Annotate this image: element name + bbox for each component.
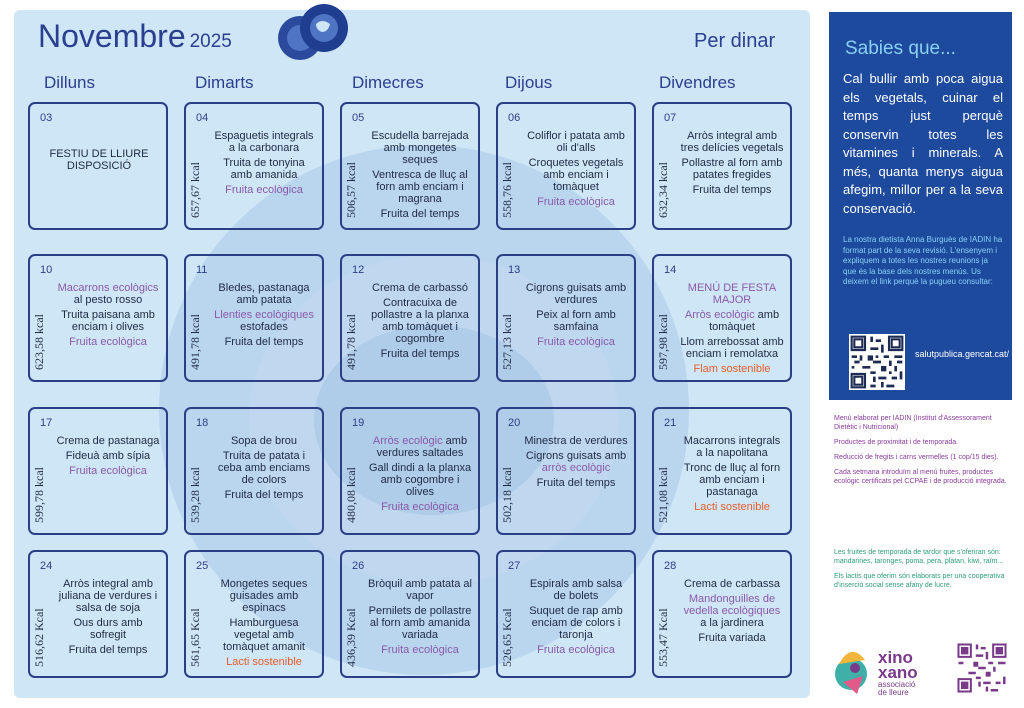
calories-label: 480,08 kcal: [344, 467, 358, 523]
dish-name: MENÚ DE FESTA MAJOR: [687, 282, 777, 306]
dish-name: Fruita ecològica: [69, 465, 147, 477]
menu-item: [56, 617, 160, 641]
dish-name: Fruita del temps: [224, 489, 304, 501]
dish-name: Fruita ecològica: [381, 644, 459, 656]
day-cell: [652, 407, 792, 535]
menu-items: [56, 282, 160, 351]
menu-item: [524, 477, 628, 489]
day-cell: [184, 254, 324, 382]
day-cell: [340, 254, 480, 382]
menu-item: [680, 462, 784, 498]
day-cell: [496, 254, 636, 382]
calories-label: 502,18 kcal: [500, 467, 514, 523]
menu-item: [368, 297, 472, 345]
dish-name: Fruita ecològica: [381, 501, 459, 513]
menu-item: [524, 435, 628, 447]
calories-label: 597,98 kcal: [656, 314, 670, 370]
qr-code-icon[interactable]: [956, 642, 1008, 694]
sidebar-link[interactable]: salutpublica.gencat.cat/: [915, 349, 1010, 359]
dish-name: Fruita ecològica: [537, 196, 615, 208]
dish-name: Suquet de rap amb enciam de colors i taronja: [529, 605, 623, 641]
day-thursday: Dijous: [505, 73, 553, 92]
day-number: 20: [508, 417, 521, 429]
day-number: 03: [40, 112, 53, 124]
menu-item: [368, 208, 472, 220]
dish-name: Sopa de brou: [230, 435, 298, 447]
dish-name: Macarrons integrals a la napolitana: [683, 435, 781, 459]
day-cell: [28, 407, 168, 535]
calories-label: 553,47 Kcal: [656, 608, 670, 668]
menu-item: [524, 578, 628, 602]
day-number: 18: [196, 417, 209, 429]
dish-name: Crema de carbassa: [684, 578, 780, 590]
day-cell: [496, 550, 636, 678]
menu-item: [680, 363, 784, 375]
day-monday: Dilluns: [44, 73, 96, 92]
menu-item: [524, 309, 628, 333]
note-line: Menú elaborat per IADIN (Institut d'Assessorament Dietètic i Nutricional): [834, 415, 992, 431]
menu-items: [680, 578, 784, 647]
menu-item: [368, 435, 472, 459]
day-number: 28: [664, 560, 677, 572]
menu-item: [212, 435, 316, 447]
day-cell: [340, 407, 480, 535]
menu-item: [212, 336, 316, 348]
menu-notes-green: [834, 548, 1016, 596]
calories-label: 561,65 Kcal: [188, 608, 202, 668]
day-number: 26: [352, 560, 365, 572]
day-number: 24: [40, 560, 53, 572]
day-number: 06: [508, 112, 521, 124]
dish-name: Fruita ecològica: [537, 336, 615, 348]
dish-name: Tronc de lluç al forn amb enciam i pastanaga: [683, 462, 781, 498]
dish-name: Llom arrebossat amb enciam i remolatxa: [680, 336, 784, 360]
dish-name: Contracuixa de pollastre a la planxa amb tomàquet i cogombre: [371, 297, 469, 345]
menu-items: [212, 435, 316, 504]
menu-item: [368, 462, 472, 498]
dish-name: Fruita ecològica: [225, 184, 303, 196]
dish-detail: amb tomàquet: [709, 309, 780, 333]
day-number: 05: [352, 112, 365, 124]
dish-detail: amb verdures saltades: [376, 435, 468, 459]
menu-item: [524, 605, 628, 641]
menu-items: [56, 435, 160, 480]
day-cell: [184, 102, 324, 230]
plates-icon: [272, 2, 352, 64]
day-cell: [496, 102, 636, 230]
menu-item: [368, 348, 472, 360]
day-number: 11: [196, 264, 208, 276]
day-wednesday: Dimecres: [352, 73, 424, 92]
dish-name: Ventresca de lluç al forn amb enciam i magrana: [372, 169, 468, 205]
menu-item: [368, 130, 472, 166]
day-cell: [184, 407, 324, 535]
menu-items: [212, 130, 316, 199]
menu-item: [524, 644, 628, 656]
dish-name: Fruita del temps: [692, 184, 772, 196]
calories-label: 516,62 Kcal: [32, 608, 46, 668]
day-cell: [652, 102, 792, 230]
dish-name: Fruita del temps: [536, 477, 616, 489]
menu-items: [524, 435, 628, 492]
calories-label: 558,76 kcal: [500, 162, 514, 218]
menu-item: [212, 184, 316, 196]
menu-item: [56, 465, 160, 477]
menu-item: [524, 196, 628, 208]
menu-item: [56, 578, 160, 614]
calories-label: 623,58 kcal: [32, 314, 46, 370]
day-number: 12: [352, 264, 365, 276]
menu-item: [212, 656, 316, 668]
day-number: 19: [352, 417, 365, 429]
note-line: Les fruites de temporada de tardor que s'oferiran són: mandarines, taronges, poma, pera, plàtan, kiwi, raïm...: [834, 549, 1004, 565]
dish-name: Lacti sostenible: [694, 501, 770, 513]
menu-item: [524, 450, 628, 474]
menu-item: [680, 593, 784, 629]
qr-code-icon[interactable]: [849, 334, 905, 390]
day-number: 27: [508, 560, 521, 572]
dish-name: Escudella barrejada amb mongetes seques: [371, 130, 469, 166]
dish-name: Fideuà amb sípia: [65, 450, 151, 462]
menu-item: [680, 309, 784, 333]
dish-name: Mandonguilles de vedella ecològiques: [683, 593, 781, 617]
dish-name: Bledes, pastanaga amb patata: [218, 282, 310, 306]
day-number: 07: [664, 112, 677, 124]
day-cell: [340, 550, 480, 678]
dish-name: Hamburguesa vegetal amb tomàquet amanit: [223, 617, 305, 653]
menu-item: [368, 282, 472, 294]
day-number: 17: [40, 417, 53, 429]
menu-item: [368, 644, 472, 656]
dish-name: Espirals amb salsa de bolets: [529, 578, 623, 602]
menu-item: [680, 435, 784, 459]
menu-item: [212, 157, 316, 181]
day-cell: [652, 550, 792, 678]
note-line: Els lactis que oferim són elaborats per una cooperativa d'inserció social sense afany de lucre.: [834, 573, 1005, 589]
menu-item: [212, 309, 316, 333]
calories-label: 506,57 kcal: [344, 162, 358, 218]
menu-items: [368, 282, 472, 363]
day-cell: [28, 550, 168, 678]
menu-item: [56, 282, 160, 306]
menu-item: [56, 309, 160, 333]
dish-name: Fruita del temps: [224, 336, 304, 348]
dish-name: Cigrons guisats amb verdures: [525, 282, 627, 306]
menu-items: [524, 578, 628, 659]
day-cell: [28, 254, 168, 382]
sidebar-tip: Cal bullir amb poca aigua els vegetals, cuinar el temps just perquè conservin totes les vitamines i minerals. A més, quanta menys aigua afegim, millor per a la seva conservació.: [843, 71, 1003, 216]
menu-item: [56, 336, 160, 348]
page-title: [38, 18, 232, 55]
menu-item: [524, 157, 628, 193]
menu-item: [680, 157, 784, 181]
day-number: 25: [196, 560, 209, 572]
dish-name: Llenties ecològiques: [214, 309, 314, 321]
dish-name: Croquetes vegetals amb enciam i tomàquet: [528, 157, 624, 193]
menu-item: [524, 130, 628, 154]
menu-items: [212, 282, 316, 351]
menu-item: [680, 282, 784, 306]
dish-detail: estofades: [240, 321, 288, 333]
dish-name: Lacti sostenible: [226, 656, 302, 668]
day-number: 14: [664, 264, 677, 276]
menu-item: [212, 450, 316, 486]
menu-item: [368, 605, 472, 641]
day-number: 21: [664, 417, 677, 429]
menu-item: [212, 578, 316, 614]
menu-item: [680, 578, 784, 590]
dish-name: Mongetes seques guisades amb espinacs: [220, 578, 308, 614]
dish-name: Fruita ecològica: [537, 644, 615, 656]
day-number: 13: [508, 264, 521, 276]
dish-name: Fruita variada: [698, 632, 766, 644]
calories-label: 526,65 Kcal: [500, 608, 514, 668]
logo-subtitle: associació de lleure: [878, 680, 916, 697]
info-sidebar: [829, 12, 1012, 400]
day-cell: [496, 407, 636, 535]
calories-label: 491,78 kcal: [188, 314, 202, 370]
sidebar-note: La nostra dietista Anna Burguès de IADIN ha format part de la seva revisió. L'ensenyem i expliquem a totes les nostres reunions ja que és la base dels nostres menús. Us deixem el link perquè la pugueu consultar:: [843, 235, 1003, 286]
menu-item: [680, 336, 784, 360]
dish-name: Arròs integral amb tres delícies vegetals: [680, 130, 784, 154]
calories-label: 599,78 kcal: [32, 467, 46, 523]
menu-items: [680, 130, 784, 199]
menu-item: [40, 148, 158, 172]
dish-name: Truita de tonyina amb amanida: [223, 157, 305, 181]
month-label: Novembre: [38, 18, 186, 54]
calories-label: 632,34 kcal: [656, 162, 670, 218]
dish-detail: al pesto rosso: [73, 294, 143, 306]
menu-item: [680, 632, 784, 644]
menu-items: [212, 578, 316, 671]
logo-wordmark: xino xano: [878, 648, 918, 682]
menu-item: [680, 130, 784, 154]
day-cell: [184, 550, 324, 678]
menu-items: [680, 282, 784, 378]
menu-item: [56, 644, 160, 656]
calories-label: 657,67 kcal: [188, 162, 202, 218]
menu-item: [368, 501, 472, 513]
menu-item: [524, 336, 628, 348]
dish-name: Coliflor i patata amb oli d'alls: [527, 130, 625, 154]
year-label: 2025: [189, 31, 232, 52]
calories-label: 436,39 Kcal: [344, 608, 358, 668]
menu-items: [680, 435, 784, 516]
dish-name: Espaguetis integrals a la carbonara: [214, 130, 314, 154]
dish-name: Crema de pastanaga: [56, 435, 160, 447]
menu-item: [524, 282, 628, 306]
dish-name: Flam sostenible: [693, 363, 771, 375]
day-friday: Divendres: [659, 73, 736, 92]
menu-item: [212, 130, 316, 154]
dish-name: Bròquil amb patata al vapor: [368, 578, 472, 602]
dish-name: Truita paisana amb enciam i olives: [61, 309, 155, 333]
menu-items: [40, 148, 158, 175]
day-cell: [340, 102, 480, 230]
note-line: Cada setmana introduïm al menú fruites, productes ecològic certificats pel CCPAE i de producció integrada.: [834, 469, 1007, 485]
menu-item: [680, 501, 784, 513]
menu-items: [524, 282, 628, 351]
meal-label: Per dinar: [694, 30, 776, 52]
dish-name: Peix al forn amb samfaina: [536, 309, 616, 333]
menu-item: [368, 578, 472, 602]
dish-name: Pollastre al forn amb patates fregides: [681, 157, 783, 181]
menu-items: [368, 435, 472, 516]
note-line: Reducció de fregits i carns vermelles (1 cop/15 dies).: [834, 454, 999, 461]
calories-label: 527,13 kcal: [500, 314, 514, 370]
dish-name: Arròs ecològic: [684, 309, 755, 321]
dish-name: Fruita ecològica: [69, 336, 147, 348]
day-tuesday: Dimarts: [195, 73, 254, 92]
dish-name: Crema de carbassó: [372, 282, 468, 294]
dish-name: Fruita del temps: [380, 348, 460, 360]
dish-name: Ous durs amb sofregit: [73, 617, 143, 641]
calories-label: 539,28 kcal: [188, 467, 202, 523]
dish-name: Pernilets de pollastre al forn amb amanida variada: [368, 605, 472, 641]
dish-name: Arròs integral amb juliana de verdures i salsa de soja: [58, 578, 158, 614]
sidebar-title: Sabies que...: [845, 38, 956, 59]
menu-items: [368, 130, 472, 223]
day-cell: [28, 102, 168, 230]
dish-name: Arròs ecològic: [372, 435, 443, 447]
day-number: 04: [196, 112, 209, 124]
menu-item: [368, 169, 472, 205]
dish-name: Gall dindi a la planxa amb cogombre i olives: [368, 462, 472, 498]
dish-name: Minestra de verdures: [524, 435, 628, 447]
menu-notes: [834, 414, 1016, 492]
dish-name: Fruita del temps: [380, 208, 460, 220]
menu-item: [56, 435, 160, 447]
menu-item: [212, 282, 316, 306]
menu-item: [212, 617, 316, 653]
dish-name: Fruita del temps: [68, 644, 148, 656]
dish-name: FESTIU DE LLIURE DISPOSICIÓ: [49, 148, 149, 172]
calories-label: 491,78 kcal: [344, 314, 358, 370]
note-line: Productes de proximitat i de temporada.: [834, 439, 959, 446]
dish-name: Macarrons ecològics: [57, 282, 159, 294]
dish-detail: a la jardinera: [700, 617, 764, 629]
menu-item: [56, 450, 160, 462]
day-cell: [652, 254, 792, 382]
day-number: 10: [40, 264, 53, 276]
dish-detail: arròs ecològic: [541, 462, 611, 474]
menu-items: [368, 578, 472, 659]
menu-items: [524, 130, 628, 211]
calories-label: 521,08 kcal: [656, 467, 670, 523]
menu-items: [56, 578, 160, 659]
menu-item: [680, 184, 784, 196]
dish-name: Truita de patata i ceba amb enciams de colors: [217, 450, 311, 486]
menu-item: [212, 489, 316, 501]
dish-name: Cigrons guisats amb: [525, 450, 627, 462]
